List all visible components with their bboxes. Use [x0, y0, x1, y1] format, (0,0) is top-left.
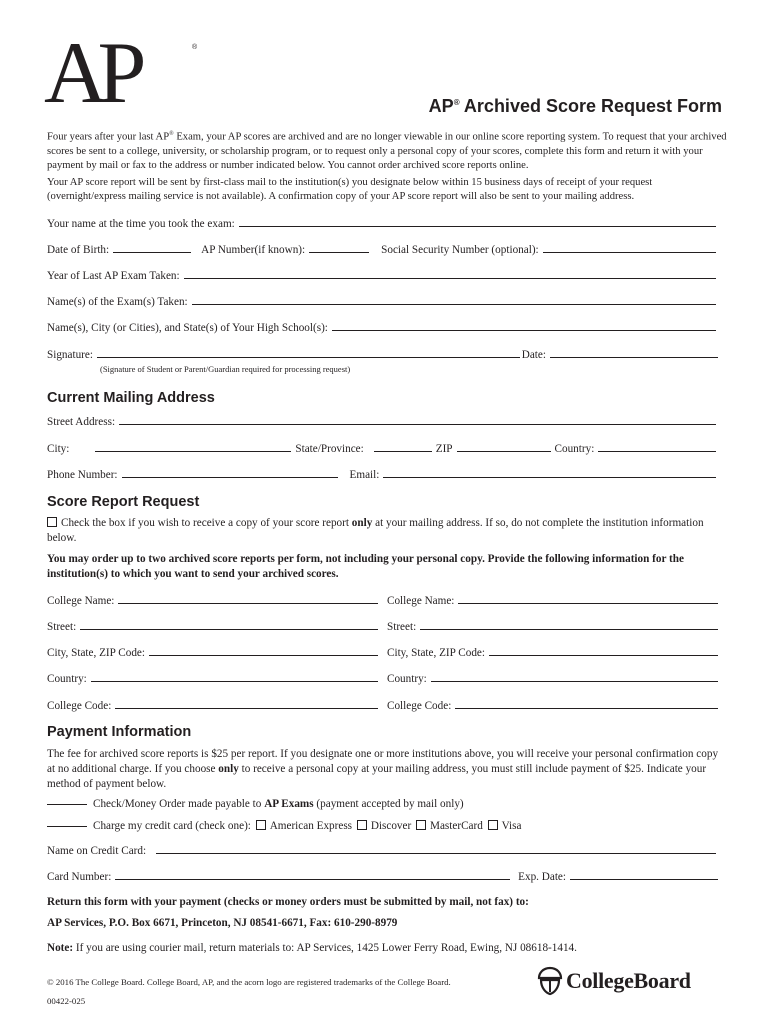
ap-logo-text: AP — [44, 25, 137, 122]
phone-line[interactable] — [122, 476, 338, 478]
name-line[interactable] — [239, 225, 716, 227]
card-number-line[interactable] — [115, 878, 510, 880]
exams-line[interactable] — [192, 303, 716, 305]
courier-note: Note: If you are using courier mail, return materials to: AP Services, 1425 Lower Ferry Road, Ewing, NJ 08618-1414. — [47, 942, 577, 954]
personal-copy-option[interactable]: Check the box if you wish to receive a copy of your score report only at your mailing address. If so, do not complete the institution information below. — [47, 517, 704, 544]
college1-city-row[interactable]: City, State, ZIP Code: — [47, 643, 378, 659]
page-title — [429, 96, 722, 117]
signature-note: (Signature of Student or Parent/Guardian required for processing request) — [100, 364, 351, 374]
street-address-row[interactable]: Street Address: — [47, 412, 718, 428]
street-address-line[interactable] — [119, 423, 716, 425]
state-line[interactable] — [374, 450, 432, 452]
name-on-card-row[interactable]: Name on Credit Card: — [47, 841, 718, 857]
name-field-row[interactable]: Your name at the time you took the exam: — [47, 214, 718, 230]
title-rest: Archived Score Request Form — [459, 96, 722, 116]
phone-row: Phone Number: Email: — [47, 465, 718, 481]
schools-line[interactable] — [332, 329, 716, 331]
score-request-instructions: You may order up to two archived score reports per form, not including your personal copy. Provide the following information for the institution(s) to which you want to send your archived scores. — [47, 553, 684, 580]
college2-code-row[interactable]: College Code: — [387, 696, 718, 712]
collegeboard-logo — [536, 964, 722, 1000]
exp-date-line[interactable] — [570, 878, 718, 880]
year-line[interactable] — [184, 277, 716, 279]
college2-city-row[interactable]: City, State, ZIP Code: — [387, 643, 718, 659]
college2-name-row[interactable]: College Name: — [387, 591, 718, 607]
copyright: © 2016 The College Board. College Board, AP, and the acorn logo are registered trademarks of the College Board. — [47, 977, 451, 987]
return-address: AP Services, P.O. Box 6671, Princeton, NJ 08541-6671, Fax: 610-290-8979 — [47, 917, 398, 929]
ssn-line[interactable] — [543, 251, 716, 253]
country-line[interactable] — [598, 450, 716, 452]
email-line[interactable] — [383, 476, 716, 478]
personal-copy-checkbox[interactable] — [47, 517, 57, 527]
return-instructions: Return this form with your payment (checks or money orders must be submitted by mail, not fax) to: — [47, 896, 529, 908]
date-line[interactable] — [550, 356, 718, 358]
college2-street-row[interactable]: Street: — [387, 617, 718, 633]
card-payment-option[interactable]: Charge my credit card (check one): American Express Discover MasterCard Visa — [47, 819, 521, 834]
payment-heading: Payment Information — [47, 724, 192, 740]
payment-paragraph: The fee for archived score reports is $25 per report. If you designate one or more institutions above, you will receive your personal confirmation copy at no additional charge. If you choose only to receive a personal copy at your mailing address, you must still include payment of $25. Indicate your method of payment below. — [47, 748, 719, 790]
amex-checkbox[interactable] — [256, 820, 266, 830]
college1-name-row[interactable]: College Name: — [47, 591, 378, 607]
mastercard-checkbox[interactable] — [416, 820, 426, 830]
year-row[interactable]: Year of Last AP Exam Taken: — [47, 266, 718, 282]
dob-row: Date of Birth: AP Number(if known): Social Security Number (optional): — [47, 240, 718, 256]
mailing-heading: Current Mailing Address — [47, 390, 215, 406]
intro-paragraph-2: Your AP score report will be sent by first-class mail to the institution(s) you designate below within 15 business days of receipt of your request (overnight/express mailing service is not available). A confirmation copy of your AP score report will also be sent to your mailing address. — [47, 177, 653, 202]
college1-code-row[interactable]: College Code: — [47, 696, 378, 712]
zip-line[interactable] — [457, 450, 551, 452]
dob-line[interactable] — [113, 251, 191, 253]
ap-logo-reg: ® — [192, 44, 198, 51]
college1-street-row[interactable]: Street: — [47, 617, 378, 633]
city-row: City: State/Province: ZIP Country: — [47, 439, 718, 455]
card-payment-blank[interactable] — [47, 825, 87, 827]
title-ap: AP — [428, 96, 454, 116]
intro-paragraph-1: Four years after your last AP® Exam, your AP scores are archived and are no longer viewable in our online score reporting system. To request that your archived scores be sent to a college, university, or scholarship program, or to request only a personal copy of your scores, complete this form and return it with your payment by mail or fax to the address or number indicated below. You cannot order archived score reports online. — [47, 131, 727, 171]
exams-row[interactable]: Name(s) of the Exam(s) Taken: — [47, 292, 718, 308]
college1-country-row[interactable]: Country: — [47, 669, 378, 685]
acorn-icon — [536, 966, 564, 996]
schools-row[interactable]: Name(s), City (or Cities), and State(s) of Your High School(s): — [47, 318, 718, 334]
college2-country-row[interactable]: Country: — [387, 669, 718, 685]
signature-line[interactable] — [97, 356, 520, 358]
title-reg: ® — [453, 98, 460, 107]
signature-row: Signature: Date: — [47, 345, 718, 361]
form-code: 00422-025 — [47, 996, 86, 1006]
discover-checkbox[interactable] — [357, 820, 367, 830]
check-payment-option[interactable]: Check/Money Order made payable to AP Exams (payment accepted by mail only) — [47, 797, 464, 812]
brand-name: CollegeBoard — [566, 968, 691, 993]
ap-number-line[interactable] — [309, 251, 369, 253]
check-payment-blank[interactable] — [47, 803, 87, 805]
city-line[interactable] — [95, 450, 291, 452]
score-request-heading: Score Report Request — [47, 494, 200, 510]
visa-checkbox[interactable] — [488, 820, 498, 830]
card-number-row: Card Number: Exp. Date: — [47, 867, 718, 883]
ap-logo — [44, 25, 198, 122]
